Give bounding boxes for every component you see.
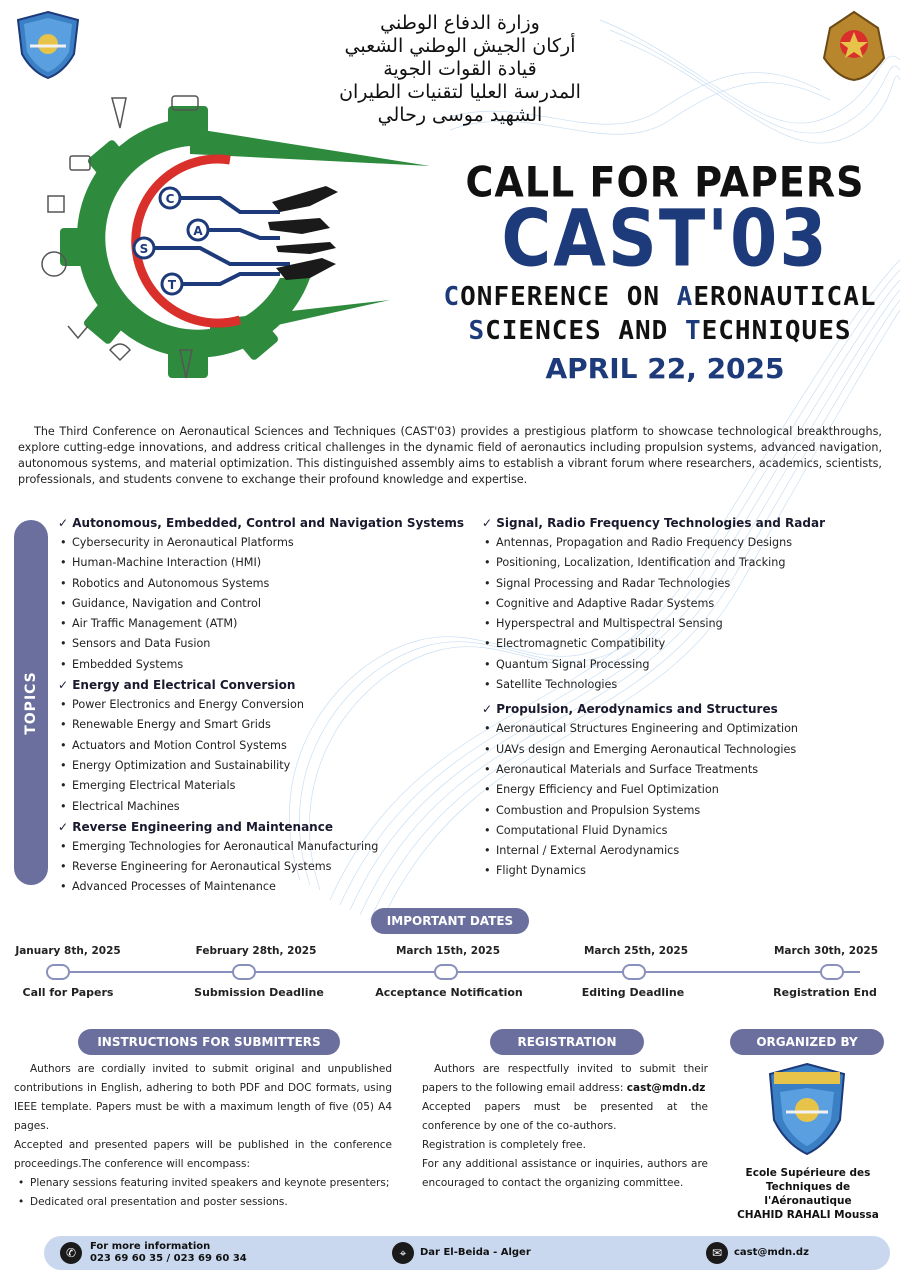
topics-right-column bbox=[482, 513, 892, 882]
cast-gear-logo bbox=[40, 88, 430, 398]
topic-item: • Aeronautical Materials and Surface Treatments bbox=[482, 760, 892, 780]
topic-item: • Advanced Processes of Maintenance bbox=[58, 877, 468, 897]
organizer-name-line: Techniques de l'Aéronautique bbox=[764, 1181, 852, 1207]
topic-item: • Energy Efficiency and Fuel Optimization bbox=[482, 780, 892, 800]
topics-left-column bbox=[58, 513, 468, 898]
topic-item: • Cybersecurity in Aeronautical Platforms bbox=[58, 533, 468, 553]
accent-letter: C bbox=[443, 282, 461, 312]
instructions-body bbox=[14, 1060, 392, 1212]
topic-item: • Air Traffic Management (ATM) bbox=[58, 614, 468, 634]
timeline-label: Editing Deadline bbox=[581, 986, 685, 999]
topic-item: • Guidance, Navigation and Control bbox=[58, 594, 468, 614]
arabic-line: وزارة الدفاع الوطني bbox=[380, 12, 540, 34]
topic-heading: ✓ Signal, Radio Frequency Technologies and Radar bbox=[482, 513, 892, 533]
timeline-date: January 8th, 2025 bbox=[15, 945, 121, 957]
topic-item: • Renewable Energy and Smart Grids bbox=[58, 715, 468, 735]
more-info-label: For more information bbox=[90, 1241, 211, 1252]
topic-item: • Quantum Signal Processing bbox=[482, 655, 892, 675]
timeline-label: Submission Deadline bbox=[194, 986, 324, 999]
topic-heading: ✓ Reverse Engineering and Maintenance bbox=[58, 817, 468, 837]
timeline-dot bbox=[232, 964, 256, 980]
topic-item: • Internal / External Aerodynamics bbox=[482, 841, 892, 861]
timeline-line bbox=[58, 971, 860, 973]
topic-item: • Power Electronics and Energy Conversion bbox=[58, 695, 468, 715]
topic-item: • Computational Fluid Dynamics bbox=[482, 821, 892, 841]
topic-item: • Actuators and Motion Control Systems bbox=[58, 736, 468, 756]
timeline-label: Acceptance Notification bbox=[375, 986, 523, 999]
important-dates-title: IMPORTANT DATES bbox=[371, 908, 529, 934]
registration-paragraph bbox=[422, 1060, 708, 1098]
timeline-date: February 28th, 2025 bbox=[195, 945, 317, 957]
topic-item: • Aeronautical Structures Engineering and Optimization bbox=[482, 719, 892, 739]
timeline-dot bbox=[434, 964, 458, 980]
topic-heading: ✓ Autonomous, Embedded, Control and Navigation Systems bbox=[58, 513, 468, 533]
arabic-line: المدرسة العليا لتقنيات الطيران bbox=[339, 81, 581, 103]
logo-letter: A bbox=[193, 224, 203, 238]
topic-item: • Energy Optimization and Sustainability bbox=[58, 756, 468, 776]
topic-item: • Robotics and Autonomous Systems bbox=[58, 574, 468, 594]
organizer-name bbox=[728, 1166, 888, 1222]
topic-heading: ✓ Energy and Electrical Conversion bbox=[58, 675, 468, 695]
address: Dar El-Beida - Alger bbox=[420, 1247, 531, 1258]
timeline-dot bbox=[46, 964, 70, 980]
arabic-line: الشهيد موسى رحالي bbox=[377, 104, 543, 126]
timeline-date: March 30th, 2025 bbox=[773, 945, 879, 957]
topic-item: • Human-Machine Interaction (HMI) bbox=[58, 553, 468, 573]
topic-item: • Cognitive and Adaptive Radar Systems bbox=[482, 594, 892, 614]
footer-email[interactable]: cast@mdn.dz bbox=[734, 1247, 809, 1258]
phone-icon: ✆ bbox=[60, 1242, 82, 1264]
timeline-label: Registration End bbox=[773, 986, 877, 999]
timeline-date: March 25th, 2025 bbox=[583, 945, 689, 957]
topic-item: • Positioning, Localization, Identification and Tracking bbox=[482, 553, 892, 573]
footer-bar bbox=[44, 1236, 890, 1270]
topic-item: • Embedded Systems bbox=[58, 655, 468, 675]
topic-item: • Emerging Electrical Materials bbox=[58, 776, 468, 796]
call-for-papers-title: CALL FOR PAPERS bbox=[465, 157, 865, 207]
conf-text: ONFERENCE ON bbox=[460, 282, 677, 312]
organizer-emblem-icon bbox=[766, 1062, 848, 1156]
timeline-date: March 15th, 2025 bbox=[395, 945, 501, 957]
topic-item: • Signal Processing and Radar Technologies bbox=[482, 574, 892, 594]
accent-letter: T bbox=[684, 316, 702, 346]
instructions-bullet: • Dedicated oral presentation and poster sessions. bbox=[14, 1193, 392, 1212]
school-emblem-icon bbox=[14, 10, 82, 80]
topic-item: • Electrical Machines bbox=[58, 797, 468, 817]
arabic-line: أركان الجيش الوطني الشعبي bbox=[344, 35, 576, 57]
topic-item: • Hyperspectral and Multispectral Sensing bbox=[482, 614, 892, 634]
logo-letter: T bbox=[167, 278, 177, 292]
topic-item: • Sensors and Data Fusion bbox=[58, 634, 468, 654]
arabic-line: قيادة القوات الجوية bbox=[383, 58, 537, 80]
accent-letter: A bbox=[676, 282, 694, 312]
topics-label: TOPICS bbox=[23, 670, 39, 735]
topic-item: • UAVs design and Emerging Aeronautical Technologies bbox=[482, 740, 892, 760]
registration-email-link[interactable]: cast@mdn.dz bbox=[626, 1082, 706, 1094]
conference-acronym: CAST'03 bbox=[501, 194, 829, 285]
registration-paragraph: Registration is completely free. bbox=[422, 1139, 586, 1151]
contact-info bbox=[90, 1241, 247, 1265]
air-force-emblem-icon bbox=[818, 8, 890, 82]
registration-paragraph: For any additional assistance or inquiries, authors are encouraged to contact the organizing committee. bbox=[422, 1158, 708, 1189]
topic-item: • Emerging Technologies for Aeronautical Manufacturing bbox=[58, 837, 468, 857]
location-pin-icon: ⌖ bbox=[392, 1242, 414, 1264]
conf-text: ECHNIQUES bbox=[701, 316, 852, 346]
registration-paragraph: Accepted papers must be presented at the conference by one of the co-authors. bbox=[422, 1101, 708, 1132]
conference-date: APRIL 22, 2025 bbox=[545, 352, 785, 385]
topic-item: • Reverse Engineering for Aeronautical Systems bbox=[58, 857, 468, 877]
topics-label-bar bbox=[14, 520, 48, 885]
conference-full-name bbox=[420, 280, 900, 348]
topic-item: • Electromagnetic Compatibility bbox=[482, 634, 892, 654]
conf-text: ERONAUTICAL bbox=[693, 282, 877, 312]
mail-icon: ✉ bbox=[706, 1242, 728, 1264]
logo-letter: C bbox=[165, 192, 175, 206]
accent-letter: S bbox=[468, 316, 486, 346]
topic-item: • Antennas, Propagation and Radio Frequency Designs bbox=[482, 533, 892, 553]
topic-item: • Flight Dynamics bbox=[482, 861, 892, 881]
topic-item: • Combustion and Propulsion Systems bbox=[482, 801, 892, 821]
timeline-label: Call for Papers bbox=[22, 986, 114, 999]
organizer-name-line: CHAHID RAHALI Moussa bbox=[737, 1209, 879, 1221]
organized-by-title: ORGANIZED BY bbox=[730, 1029, 884, 1055]
timeline-dot bbox=[820, 964, 844, 980]
registration-body bbox=[422, 1060, 708, 1193]
phone-numbers[interactable]: 023 69 60 35 / 023 69 60 34 bbox=[90, 1253, 247, 1264]
topic-item: • Satellite Technologies bbox=[482, 675, 892, 695]
instructions-bullet: • Plenary sessions featuring invited speakers and keynote presenters; bbox=[14, 1174, 392, 1193]
timeline-dot bbox=[622, 964, 646, 980]
registration-title: REGISTRATION bbox=[490, 1029, 644, 1055]
topic-heading: ✓ Propulsion, Aerodynamics and Structures bbox=[482, 699, 892, 719]
intro-paragraph: The Third Conference on Aeronautical Sciences and Techniques (CAST'03) provides a prestigious platform to showcase technological breakthroughs, explore cutting-edge innovations, and address critical challenges in the dynamic field of aeronautics including propulsion systems, advanced navigation, autonomous systems, and material optimization. This distinguished assembly aims to establish a vibrant forum where researchers, academics, scientists, professionals, and students convene to exchange their profound knowledge and expertise. bbox=[18, 425, 882, 486]
instructions-paragraph: Authors are cordially invited to submit original and unpublished contributions in English, adhering to both PDF and DOC formats, using IEEE template. Papers must be with a maximum length of five (05) A4 pages. bbox=[14, 1063, 392, 1132]
instructions-paragraph: Accepted and presented papers will be published in the conference proceedings.The conference will encompass: bbox=[14, 1139, 392, 1170]
conf-text: CIENCES AND bbox=[485, 316, 685, 346]
instructions-title: INSTRUCTIONS FOR SUBMITTERS bbox=[78, 1029, 340, 1055]
organizer-name-line: Ecole Supérieure des bbox=[745, 1167, 871, 1179]
logo-letter: S bbox=[139, 242, 149, 256]
registration-text: Authors are respectfully invited to submit their papers to the following email address: bbox=[422, 1063, 708, 1094]
